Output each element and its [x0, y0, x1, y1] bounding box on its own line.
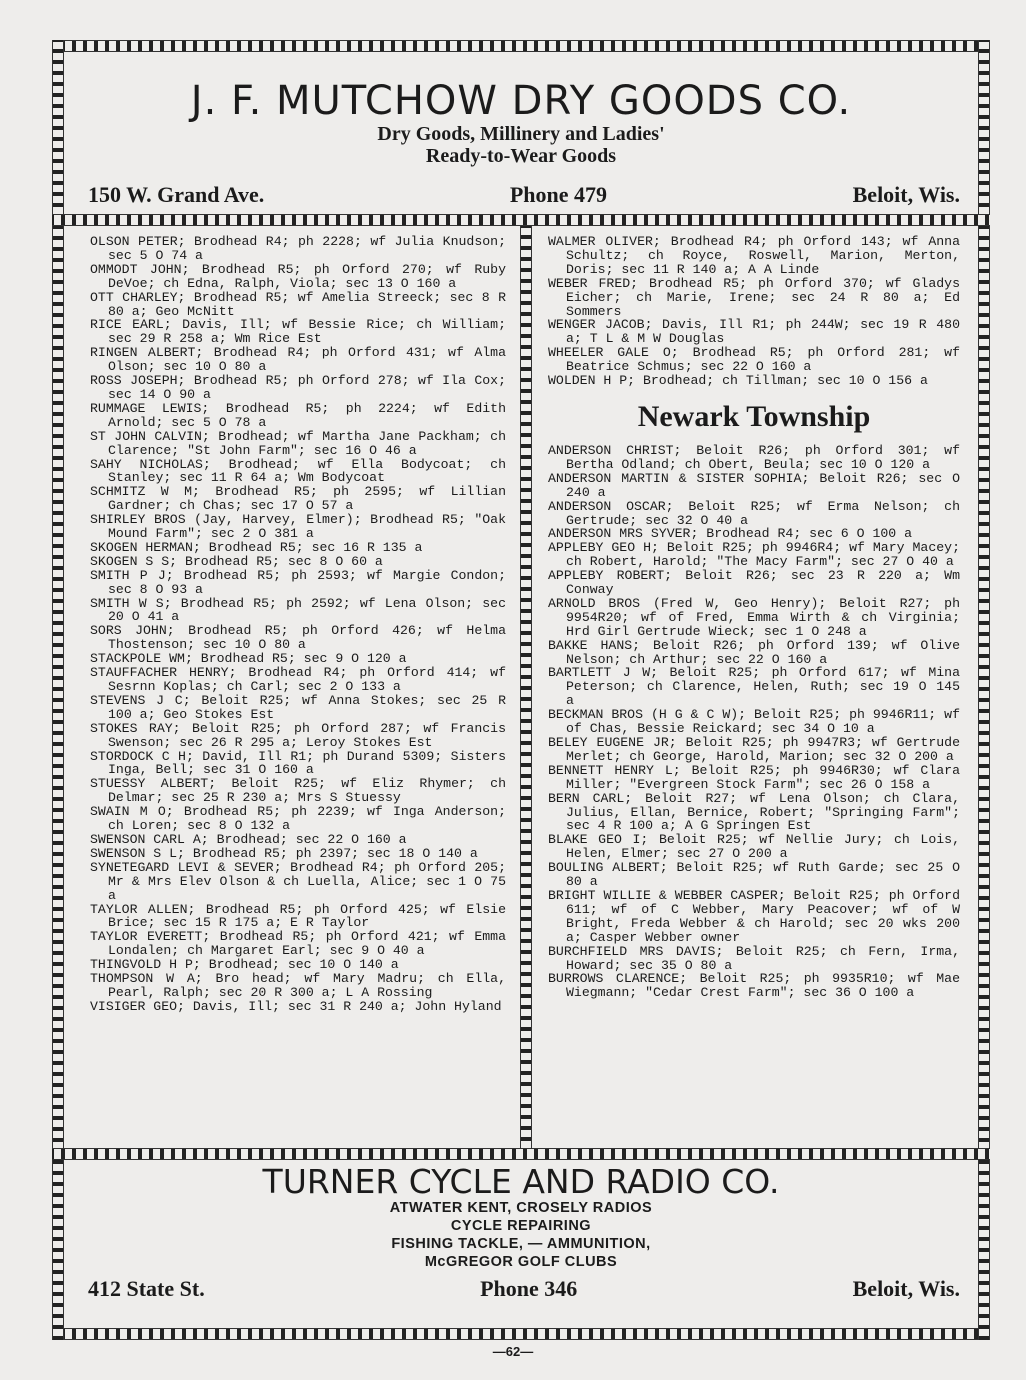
directory-entry: SHIRLEY BROS (Jay, Harvey, Elmer); Brodhead R5; "Oak Mound Farm"; sec 2 O 381 a — [90, 512, 506, 542]
page-number: —62— — [492, 1344, 534, 1359]
directory-entry: ANDERSON OSCAR; Beloit R25; wf Erma Nelson; ch Gertrude; sec 32 O 40 a — [548, 498, 960, 528]
directory-entry: STACKPOLE WM; Brodhead R5; sec 9 O 120 a — [90, 651, 407, 667]
directory-entry: SWENSON S L; Brodhead R5; ph 2397; sec 18 O 140 a — [90, 845, 478, 861]
directory-entry: BAKKE HANS; Beloit R26; ph Orford 139; wf Olive Nelson; ch Arthur; sec 22 O 160 a — [548, 637, 960, 667]
directory-entry: THOMPSON W A; Bro head; wf Mary Madru; ch Ella, Pearl, Ralph; sec 20 R 300 a; L A Rossing — [90, 971, 506, 1000]
directory-entry: SAHY NICHOLAS; Brodhead; wf Ella Bodycoat; ch Stanley; sec 11 R 64 a; Wm Bodycoat — [90, 456, 506, 486]
directory-entry: STOKES RAY; Beloit R25; ph Orford 287; wf Francis Swenson; sec 26 R 295 a; Leroy Stokes Est — [90, 720, 506, 750]
footer-ad-line-1: ATWATER KENT, CROSELY RADIOS — [389, 1200, 653, 1216]
footer-ad-contact-row — [88, 1276, 960, 1302]
directory-entry: ANDERSON MARTIN & SISTER SOPHIA; Beloit R26; sec O 240 a — [548, 470, 960, 500]
directory-entry: WHEELER GALE O; Brodhead R5; ph Orford 281; wf Beatrice Schmus; sec 22 O 160 a — [548, 345, 960, 375]
footer-ad-line-2: CYCLE REPAIRING — [450, 1218, 592, 1234]
divider-footer — [52, 1148, 990, 1160]
directory-entry: SKOGEN S S; Brodhead R5; sec 8 O 60 a — [90, 553, 383, 569]
directory-entry: SWENSON CARL A; Brodhead; sec 22 O 160 a — [90, 831, 407, 847]
directory-entry: SMITH W S; Brodhead R5; ph 2592; wf Lena Olson; sec 20 O 41 a — [90, 595, 506, 625]
border-left — [52, 40, 64, 1340]
column-divider — [520, 226, 532, 1148]
directory-entry: OTT CHARLEY; Brodhead R5; wf Amelia Streeck; sec 8 R 80 a; Geo McNitt — [90, 289, 506, 319]
directory-entry: BLAKE GEO I; Beloit R25; wf Nellie Jury; ch Lois, Helen, Elmer; sec 27 O 200 a — [548, 832, 960, 862]
footer-ad-address: 412 State St. — [88, 1276, 205, 1301]
header-ad-tagline-1: Dry Goods, Millinery and Ladies' — [377, 123, 665, 145]
directory-entry: BARTLETT J W; Beloit R25; ph Orford 617; wf Mina Peterson; ch Clarence, Helen, Ruth; sec 19 O 145 a — [548, 665, 960, 709]
directory-entry: BECKMAN BROS (H G & C W); Beloit R25; ph 9946R11; wf of Chas, Bessie Reickard; sec 34 O 10 a — [548, 707, 960, 737]
directory-entry: WENGER JACOB; Davis, Ill R1; ph 244W; sec 19 R 480 a; T L & M W Douglas — [548, 317, 960, 347]
border-right — [978, 40, 990, 1340]
footer-ad-city: Beloit, Wis. — [852, 1276, 960, 1301]
directory-entry: RUMMAGE LEWIS; Brodhead R5; ph 2224; wf Edith Arnold; sec 5 O 78 a — [90, 400, 506, 430]
directory-entry: SCHMITZ W M; Brodhead R5; ph 2595; wf Lillian Gardner; ch Chas; sec 17 O 57 a — [90, 484, 506, 514]
header-ad-contact-row — [88, 182, 960, 208]
header-ad-company: J. F. MUTCHOW DRY GOODS CO. — [190, 78, 852, 124]
footer-ad-company: TURNER CYCLE AND RADIO CO. — [262, 1162, 780, 1201]
directory-entry: SORS JOHN; Brodhead R5; ph Orford 426; wf Helma Thostenson; sec 10 O 80 a — [90, 623, 506, 653]
directory-entry: WEBER FRED; Brodhead R5; ph Orford 370; wf Gladys Eicher; ch Marie, Irene; sec 24 R 80 a; Ed Sommers — [548, 275, 960, 319]
header-ad-city: Beloit, Wis. — [852, 182, 960, 207]
directory-entry: THINGVOLD H P; Brodhead; sec 10 O 140 a — [90, 957, 399, 973]
directory-entry: STORDOCK C H; David, Ill R1; ph Durand 5309; Sisters Inga, Bell; sec 31 O 160 a — [90, 748, 506, 778]
directory-entry: STUESSY ALBERT; Beloit R25; wf Eliz Rhymer; ch Delmar; sec 25 R 230 a; Mrs S Stuessy — [90, 776, 506, 806]
directory-entry: TAYLOR EVERETT; Brodhead R5; ph Orford 421; wf Emma Londalen; ch Margaret Earl; sec 9 O 40 a — [90, 929, 506, 959]
footer-ad-line-4: McGREGOR GOLF CLUBS — [424, 1254, 618, 1270]
directory-entry: OMMODT JOHN; Brodhead R5; ph Orford 270; wf Ruby DeVoe; ch Edna, Ralph, Viola; sec 13 O 160 a — [90, 261, 506, 291]
directory-entry: BENNETT HENRY L; Beloit R25; ph 9946R30; wf Clara Miller; "Evergreen Stock Farm"; sec 26 O 158 a — [548, 762, 960, 792]
directory-entry: STAUFFACHER HENRY; Brodhead R4; ph Orford 414; wf Sesrnn Koplas; ch Carl; sec 2 O 133 a — [90, 665, 506, 694]
footer-ad-phone: Phone 346 — [480, 1276, 578, 1301]
divider-header — [52, 214, 990, 226]
directory-entry: BRIGHT WILLIE & WEBBER CASPER; Beloit R25; ph Orford 611; wf of C Webber, Mary Peacover; wf of W Bright, Freda Webber & ch Harold; sec 20 wks 200 a; Casper Webber owner — [548, 887, 960, 945]
directory-entry: TAYLOR ALLEN; Brodhead R5; ph Orford 425; wf Elsie Brice; sec 15 R 175 a; E R Taylor — [90, 901, 506, 931]
directory-entry: SYNETEGARD LEVI & SEVER; Brodhead R4; ph Orford 205; Mr & Mrs Elev Olson & ch Luella, Alice; sec 1 O 75 a — [90, 859, 506, 903]
directory-entry: BERN CARL; Beloit R27; wf Lena Olson; ch Clara, Julius, Ellan, Bernice, Robert; "Springing Farm"; sec 4 R 100 a; A G Springen Est — [548, 790, 960, 834]
directory-entry: VISIGER GEO; Davis, Ill; sec 31 R 240 a; John Hyland — [90, 998, 502, 1014]
border-top — [52, 40, 990, 52]
directory-entry: APPLEBY GEO H; Beloit R25; ph 9946R4; wf Mary Macey; ch Robert, Harold; "The Macy Farm"; sec 27 O 40 a — [548, 540, 960, 570]
directory-entry: ST JOHN CALVIN; Brodhead; wf Martha Jane Packham; ch Clarence; "St John Farm"; sec 16 O 46 a — [90, 428, 506, 458]
header-ad-tagline-2: Ready-to-Wear Goods — [425, 145, 617, 167]
directory-entry: WOLDEN H P; Brodhead; ch Tillman; sec 10 O 156 a — [548, 373, 928, 389]
directory-entry: SKOGEN HERMAN; Brodhead R5; sec 16 R 135 a — [90, 539, 423, 555]
footer-ad-line-3: FISHING TACKLE, — AMMUNITION, — [391, 1236, 651, 1252]
directory-entry: SWAIN M O; Brodhead R5; ph 2239; wf Inga Anderson; ch Loren; sec 8 O 132 a — [90, 804, 506, 834]
directory-entry: APPLEBY ROBERT; Beloit R26; sec 23 R 220 a; Wm Conway — [548, 568, 960, 598]
border-bottom — [52, 1328, 990, 1340]
directory-entry: RINGEN ALBERT; Brodhead R4; ph Orford 431; wf Alma Olson; sec 10 O 80 a — [90, 345, 506, 375]
directory-entry: BELEY EUGENE JR; Beloit R25; ph 9947R3; wf Gertrude Merlet; ch George, Harold, Marion; sec 32 O 200 a — [548, 735, 960, 764]
directory-entry: ANDERSON CHRIST; Beloit R26; ph Orford 301; wf Bertha Odland; ch Obert, Beula; sec 10 O 120 a — [548, 442, 960, 472]
directory-right-column — [548, 235, 960, 1000]
directory-entry: WALMER OLIVER; Brodhead R4; ph Orford 143; wf Anna Schultz; ch Royce, Roswell, Marion, Merton, Doris; sec 11 R 140 a; A A Linde — [548, 234, 960, 277]
header-ad-phone: Phone 479 — [509, 182, 608, 207]
directory-entry: STEVENS J C; Beloit R25; wf Anna Stokes; sec 25 R 100 a; Geo Stokes Est — [90, 692, 506, 722]
header-ad-address: 150 W. Grand Ave. — [88, 182, 265, 207]
directory-entry: ROSS JOSEPH; Brodhead R5; ph Orford 278; wf Ila Cox; sec 14 O 90 a — [90, 373, 506, 402]
section-heading: Newark Township — [637, 399, 871, 433]
directory-left-column — [90, 235, 506, 1014]
directory-entry: ARNOLD BROS (Fred W, Geo Henry); Beloit R27; ph 9954R20; wf of Fred, Emma Wirth & ch Virginia; Hrd Girl Gertrude Wieck; sec 1 O 248 a — [548, 595, 960, 639]
directory-entry: SMITH P J; Brodhead R5; ph 2593; wf Margie Condon; sec 8 O 93 a — [90, 567, 506, 597]
directory-entry: BURCHFIELD MRS DAVIS; Beloit R25; ch Fern, Irma, Howard; sec 35 O 80 a — [548, 943, 960, 973]
directory-entry: RICE EARL; Davis, Ill; wf Bessie Rice; ch William; sec 29 R 258 a; Wm Rice Est — [90, 317, 506, 347]
directory-entry: OLSON PETER; Brodhead R4; ph 2228; wf Julia Knudson; sec 5 O 74 a — [90, 234, 506, 263]
directory-entry: ANDERSON MRS SYVER; Brodhead R4; sec 6 O 100 a — [548, 526, 913, 542]
directory-entry: BURROWS CLARENCE; Beloit R25; ph 9935R10; wf Mae Wiegmann; "Cedar Crest Farm"; sec 36 O 100 a — [548, 971, 960, 1001]
directory-entry: BOULING ALBERT; Beloit R25; wf Ruth Garde; sec 25 O 80 a — [548, 860, 960, 890]
